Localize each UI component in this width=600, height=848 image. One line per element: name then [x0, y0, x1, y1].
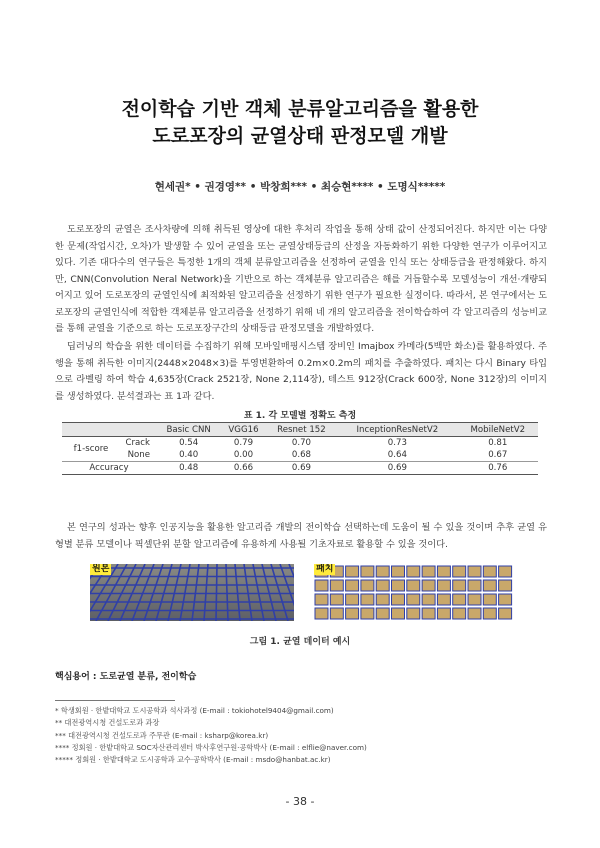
patch-thumbnail: [499, 580, 512, 591]
patch-thumbnail: [437, 608, 450, 619]
patch-grid-graphic: [314, 564, 514, 621]
table-cell: 0.68: [291, 450, 312, 460]
grid-line-vertical: [216, 564, 217, 621]
table-header-cell: Resnet 152: [266, 423, 338, 437]
patch-thumbnail: [361, 608, 374, 619]
author-list: 현세권* • 권경영** • 박창희*** • 최승현**** • 도명식*****: [154, 181, 446, 193]
patch-thumbnail: [468, 608, 481, 619]
table-cell: 0.00: [233, 450, 254, 460]
table-cell: 0.66: [221, 462, 265, 475]
footnote: *** 대전광역시청 건설도로과 주무관 (E-mail : ksharp@korea.kr): [55, 731, 269, 740]
patch-thumbnail: [499, 594, 512, 605]
patch-thumbnail: [315, 594, 328, 605]
road-grid-graphic: [90, 564, 294, 621]
patch-thumbnail: [499, 566, 512, 577]
patch-thumbnail: [376, 580, 389, 591]
table-row: [62, 437, 538, 450]
table-header-empty: [62, 423, 156, 437]
table-header-cell: Basic CNN: [156, 423, 221, 437]
patch-thumbnail: [376, 594, 389, 605]
table-cell: 0.69: [337, 462, 457, 475]
patch-thumbnail: [483, 580, 496, 591]
table-cell: 0.40: [179, 450, 199, 460]
patch-thumbnail: [407, 608, 420, 619]
table-cell: 0.64: [387, 450, 407, 460]
patch-thumbnail: [483, 566, 496, 577]
figure-caption: 그림 1. 균열 데이터 예시: [249, 637, 351, 647]
patch-thumbnail: [392, 594, 405, 605]
footnote: **** 정회원 · 한밭대학교 SOC자산관리센터 박사후연구원·공학박사 (E-mail : elflie@naver.com): [55, 743, 367, 752]
footnote: ***** 정회원 · 한밭대학교 도시공학과 교수·공학박사 (E-mail : msdo@hanbat.ac.kr): [55, 755, 331, 764]
patch-image-label: 패치: [316, 564, 334, 574]
table-row: [62, 462, 538, 475]
patch-thumbnail: [407, 566, 420, 577]
paragraph-conclusion: 본 연구의 성과는 향후 인공지능을 활용한 알고리즘 개발의 전이학습 선택하는데 도움이 될 수 있을 것이며 추후 균열 유형별 분류 모델이나 픽셀단위 분할 알고리즘에 유용하게 사용될 기초자료로 활용할 수 있을 것이다.: [55, 522, 547, 550]
table-cell: 0.67: [488, 450, 508, 460]
row-label: Accuracy: [62, 462, 156, 475]
patch-thumbnail: [437, 594, 450, 605]
patch-thumbnail: [422, 566, 435, 577]
table-row: [62, 449, 538, 462]
table-cell: 0.70: [291, 438, 312, 448]
patch-thumbnail: [453, 608, 466, 619]
patch-thumbnail: [330, 594, 343, 605]
patch-thumbnail: [499, 608, 512, 619]
footnote-divider: [55, 700, 175, 701]
patch-thumbnail: [361, 594, 374, 605]
patch-thumbnail: [392, 608, 405, 619]
paragraph-data: 딥러닝의 학습을 위한 데이터를 수집하기 위해 모바일매핑시스템 장비인 Imajbox 카메라(5백만 화소)를 활용하였다. 주행을 통해 취득한 이미지(2448×2048×3)를 투영변환하여 0.2m×0.2m의 패치를 추출하였다. 패치는 다시 Binary 타입으로 라벨링 하여 학습 4,635장(Crack 2521장, None 2,114장), 테스트 912장(Crack 600장, None 312장)의 이미지를 생성하였다. 분석결과는 표 1과 같다.: [55, 341, 547, 402]
paper-title-line-1: 전이학습 기반 객체 분류알고리즘을 활용한: [121, 98, 479, 120]
patch-thumbnail: [483, 594, 496, 605]
patch-thumbnail: [422, 580, 435, 591]
table-header-cell: MobileNetV2: [458, 423, 538, 437]
table-header-cell: VGG16: [221, 423, 265, 437]
patch-thumbnail: [346, 580, 359, 591]
patch-thumbnail: [361, 566, 374, 577]
patch-thumbnail: [483, 608, 496, 619]
patch-thumbnail: [330, 580, 343, 591]
patch-thumbnail: [376, 608, 389, 619]
patch-thumbnail: [422, 594, 435, 605]
patch-thumbnail: [392, 566, 405, 577]
table-header-row: [62, 423, 538, 437]
row-label: Crack: [125, 438, 150, 448]
patch-thumbnail: [468, 580, 481, 591]
table-cell: 0.79: [233, 438, 254, 448]
patch-thumbnail: [392, 580, 405, 591]
row-group-label: f1-score: [73, 444, 109, 454]
paper-title-line-2: 도로포장의 균열상태 판정모델 개발: [152, 125, 448, 147]
patch-thumbnail: [346, 566, 359, 577]
table-cell: 0.48: [156, 462, 221, 475]
road-original-image: [90, 564, 294, 621]
patch-thumbnail: [376, 566, 389, 577]
table-cell: 0.81: [488, 438, 508, 448]
table-header-cell: InceptionResNetV2: [337, 423, 457, 437]
table-caption: 표 1. 각 모델별 정확도 측정: [243, 411, 357, 421]
patch-thumbnail: [315, 608, 328, 619]
patch-thumbnail: [453, 594, 466, 605]
patch-thumbnail: [330, 608, 343, 619]
patch-thumbnail: [453, 580, 466, 591]
table-cell: 0.73: [387, 438, 407, 448]
paragraph-intro: 도로포장의 균열은 조사차량에 의해 취득된 영상에 대한 후처리 작업을 통해 상태 값이 산정되어진다. 하지만 이는 다양한 문제(작업시간, 오차)가 발생할 수 있어 균열을 또는 균열상태등급의 산정을 자동화하기 위한 다양한 연구가 이루어지고 있다. 기존 대다수의 연구들은 특정한 1개의 객체 분류알고리즘을 선정하여 균열을 인식 또는 상태등급을 판정해왔다. 하지만, CNN(Convolution Neral Network)을 기반으로 하는 객체분류 알고리즘은 해를 거듭할수록 모델성능이 개선·개량되어지고 있어 도로포장의 균열인식에 최적화된 알고리즘을 선정하기 위한 연구가 필요한 실정이다. 따라서, 본 연구에서는 도로포장의 균열인식에 적합한 객체분류 알고리즘을 선정하기 위해 네 개의 알고리즘을 전이학습하여 각 알고리즘의 성능비교를 통해 균열을 기준으로 하는 도로포장구간의 상태등급 판정모델을 개발하였다.: [55, 224, 547, 334]
patch-thumbnail: [437, 566, 450, 577]
table-cell: 0.54: [179, 438, 199, 448]
footnote: * 학생회원 · 한밭대학교 도시공학과 석사과정 (E-mail : tokiohotel9404@gmail.com): [55, 706, 334, 715]
patch-thumbnail: [346, 608, 359, 619]
patch-thumbnail: [315, 580, 328, 591]
table-cell: 0.69: [266, 462, 338, 475]
accuracy-table: [62, 422, 538, 475]
patch-thumbnail: [361, 580, 374, 591]
patch-thumbnail: [437, 580, 450, 591]
table-cell: 0.76: [458, 462, 538, 475]
page-number: - 38 -: [285, 795, 315, 808]
row-label: None: [127, 450, 150, 460]
patch-thumbnail: [422, 608, 435, 619]
patch-grid-image: [314, 564, 514, 621]
keywords: 핵심용어 : 도로균열 분류, 전이학습: [55, 672, 197, 682]
patch-thumbnail: [346, 594, 359, 605]
patch-thumbnail: [407, 594, 420, 605]
footnote: ** 대전광역시청 건설도로과 과장: [55, 718, 160, 727]
patch-thumbnail: [468, 566, 481, 577]
patch-thumbnail: [468, 594, 481, 605]
patch-thumbnail: [453, 566, 466, 577]
patch-thumbnail: [407, 580, 420, 591]
original-image-label: 원본: [92, 564, 110, 574]
